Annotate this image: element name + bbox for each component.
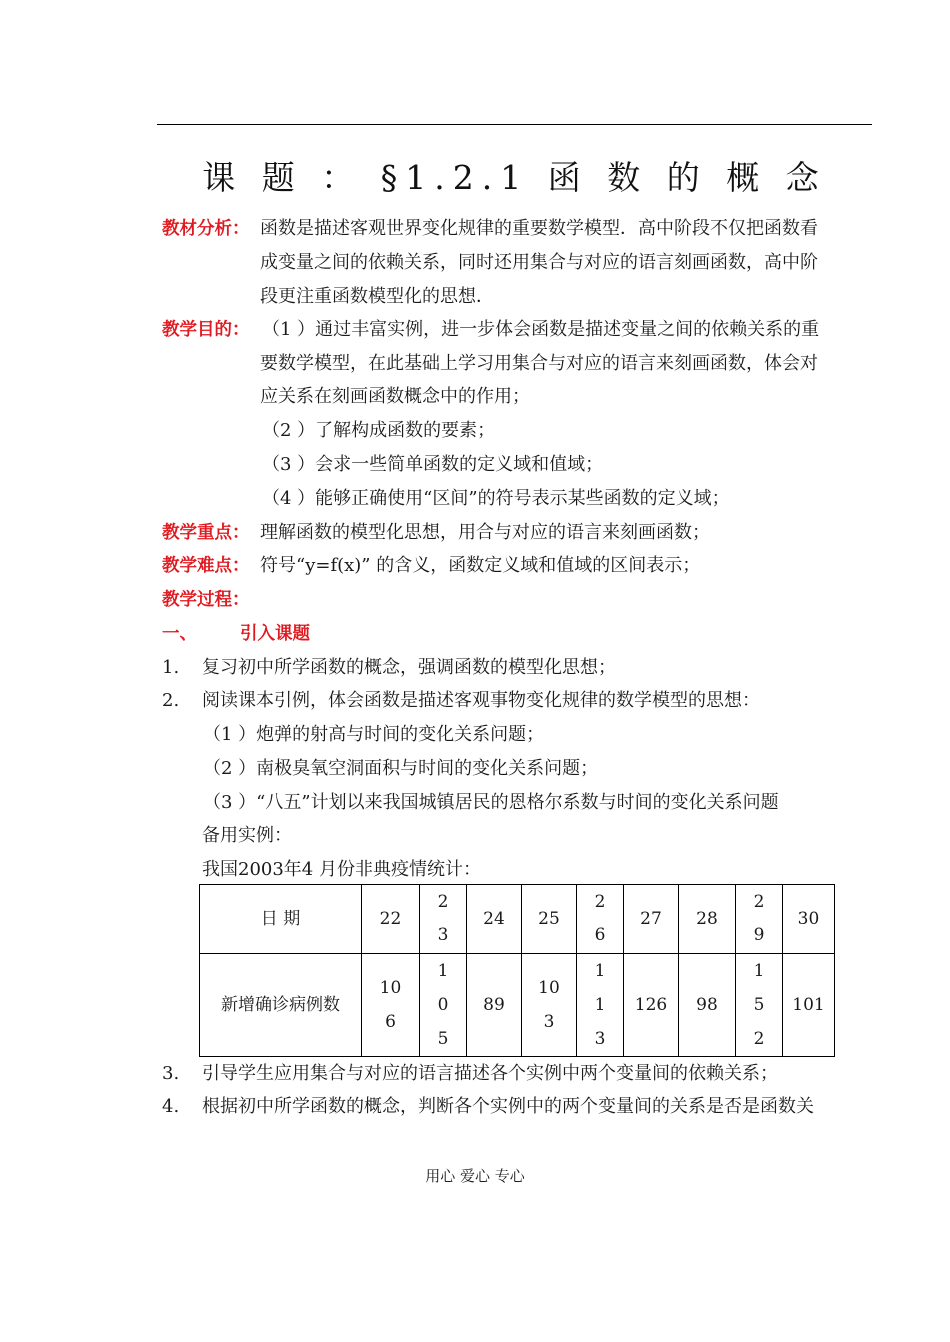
date-cell: 28	[679, 885, 736, 954]
table-caption: 我国2003年4 月份非典疫情统计：	[202, 859, 481, 880]
difficulty-text: 符号“y=f(x)” 的含义，函数定义域和值域的区间表示；	[260, 555, 701, 576]
process-label: 教学过程：	[162, 590, 250, 610]
cases-cell: 98	[679, 954, 736, 1057]
goals-line: （4 ）能够正确使用“区间”的符号表示某些函数的定义域；	[262, 488, 730, 509]
subitem: （2 ）南极臭氧空洞面积与时间的变化关系问题；	[203, 758, 599, 779]
item-text: 阅读课本引例，体会函数是描述客观事物变化规律的数学模型的思想：	[202, 690, 760, 711]
date-cell: 26	[577, 885, 624, 954]
section-title: 引入课题	[240, 624, 310, 644]
section-number: 一、	[162, 624, 197, 644]
item-number: 1.	[162, 657, 180, 678]
page-footer: 用心 爱心 专心	[425, 1167, 525, 1185]
date-cell: 25	[522, 885, 577, 954]
lesson-title: 课 题 ： §1.2.1 函 数 的 概 念	[202, 158, 827, 197]
item-number: 4.	[162, 1096, 180, 1117]
table-row	[200, 954, 835, 1057]
cases-cell: 101	[783, 954, 835, 1057]
analysis-line: 函数是描述客观世界变化规律的重要数学模型．高中阶段不仅把函数看	[260, 218, 818, 239]
cases-cell: 126	[624, 954, 679, 1057]
goals-label: 教学目的：	[162, 320, 250, 340]
difficulty-label: 教学难点：	[162, 556, 250, 576]
key-point-label: 教学重点：	[162, 523, 250, 543]
date-cell: 24	[467, 885, 522, 954]
table-row	[200, 885, 835, 954]
item-number: 3.	[162, 1063, 180, 1084]
goals-line: 应关系在刻画函数概念中的作用；	[260, 386, 530, 407]
header-rule	[157, 124, 872, 125]
key-point-text: 理解函数的模型化思想，用合与对应的语言来刻画函数；	[260, 522, 710, 543]
sars-statistics-table	[199, 884, 835, 1057]
subitem: （1 ）炮弹的射高与时间的变化关系问题；	[203, 724, 545, 745]
cases-cell: 113	[577, 954, 624, 1057]
item-text: 引导学生应用集合与对应的语言描述各个实例中两个变量间的依赖关系；	[202, 1063, 778, 1084]
cases-cell: 106	[362, 954, 420, 1057]
table-row-label: 新增确诊病例数	[200, 954, 362, 1057]
date-cell: 29	[736, 885, 783, 954]
analysis-line: 成变量之间的依赖关系，同时还用集合与对应的语言刻画函数，高中阶	[260, 252, 818, 273]
date-cell: 22	[362, 885, 420, 954]
analysis-label: 教材分析：	[162, 219, 250, 239]
goals-line: 要数学模型，在此基础上学习用集合与对应的语言来刻画函数，体会对	[260, 353, 818, 374]
item-text: 根据初中所学函数的概念，判断各个实例中的两个变量间的关系是否是函数关	[202, 1096, 814, 1117]
date-cell: 23	[420, 885, 467, 954]
backup-example-label: 备用实例：	[202, 825, 292, 846]
goals-line: （3 ）会求一些简单函数的定义域和值域；	[262, 454, 604, 475]
cases-cell: 152	[736, 954, 783, 1057]
item-text: 复习初中所学函数的概念，强调函数的模型化思想；	[202, 657, 616, 678]
cases-cell: 105	[420, 954, 467, 1057]
goals-line: （1 ）通过丰富实例，进一步体会函数是描述变量之间的依赖关系的重	[262, 319, 820, 340]
date-cell: 27	[624, 885, 679, 954]
cases-cell: 103	[522, 954, 577, 1057]
date-cell: 30	[783, 885, 835, 954]
subitem: （3 ）“八五”计划以来我国城镇居民的恩格尔系数与时间的变化关系问题	[203, 792, 779, 813]
goals-line: （2 ）了解构成函数的要素；	[262, 420, 496, 441]
cases-cell: 89	[467, 954, 522, 1057]
table-header-label: 日 期	[200, 885, 362, 954]
item-number: 2.	[162, 690, 180, 711]
analysis-line: 段更注重函数模型化的思想．	[260, 286, 494, 307]
